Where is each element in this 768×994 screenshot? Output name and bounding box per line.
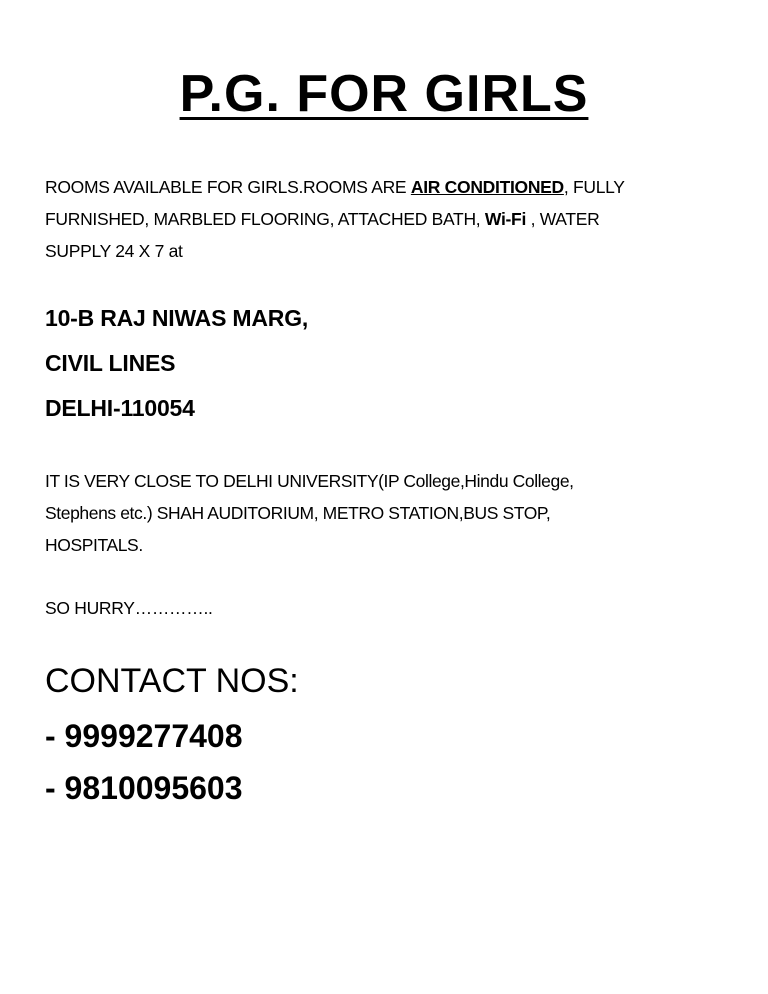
flyer-title-text: P.G. FOR GIRLS: [179, 65, 589, 123]
contact-numbers: [45, 710, 243, 814]
flyer-title: [0, 54, 768, 134]
nearby-line-1: IT IS VERY CLOSE TO DELHI UNIVERSITY(IP College,Hindu College,: [45, 471, 574, 491]
nearby-description: [45, 465, 735, 561]
description-line-2-suffix: , WATER: [526, 209, 600, 229]
description-line-2: [45, 203, 735, 235]
nearby-line-2: Stephens etc.) SHAH AUDITORIUM, METRO STATION,BUS STOP,: [45, 503, 551, 523]
wifi-highlight: Wi-Fi: [484, 209, 527, 229]
address-city: DELHI-110054: [45, 395, 195, 421]
address-street: 10-B RAJ NIWAS MARG,: [45, 305, 309, 331]
nearby-line-3: HOSPITALS.: [45, 535, 143, 555]
description-line-1-suffix: , FULLY: [563, 177, 625, 197]
description-line-2-prefix: FURNISHED, MARBLED FLOORING, ATTACHED BATH,: [45, 209, 485, 229]
rooms-description: [45, 171, 735, 267]
address-area: CIVIL LINES: [45, 350, 176, 376]
description-line-1-prefix: ROOMS AVAILABLE FOR GIRLS.ROOMS ARE: [45, 177, 411, 197]
contact-number: - 9810095603: [45, 770, 243, 806]
hurry-text: SO HURRY…………..: [45, 598, 213, 618]
air-conditioned-highlight: AIR CONDITIONED: [410, 177, 564, 197]
contact-number: - 9999277408: [45, 718, 243, 754]
description-line-3: SUPPLY 24 X 7 at: [45, 241, 183, 261]
description-line-1: [45, 171, 735, 203]
address-block: [45, 296, 308, 431]
contact-heading: CONTACT NOS:: [45, 662, 299, 700]
